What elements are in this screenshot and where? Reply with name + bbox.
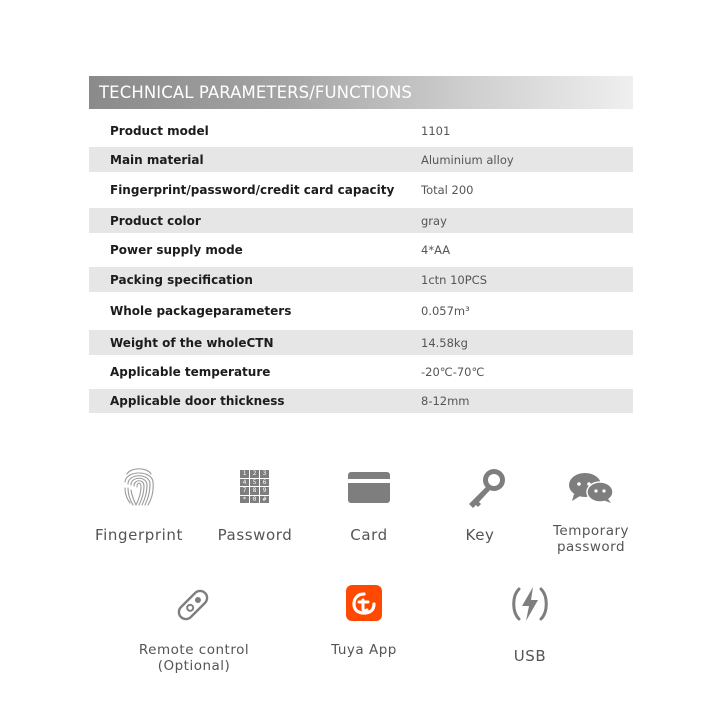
feature-label: Key	[465, 526, 495, 544]
table-row	[89, 330, 633, 355]
feature-label: Fingerprint	[95, 526, 183, 544]
remote-icon	[175, 587, 211, 623]
spec-value: Total 200	[421, 183, 474, 197]
keypad-icon: 1 2 3 4 5 6 7 8 9 * 0 #	[240, 470, 270, 504]
table-row	[89, 208, 633, 233]
feature-label: Card	[350, 526, 388, 544]
feature-label-line2: password	[556, 539, 626, 555]
spec-value: Aluminium alloy	[421, 152, 514, 167]
spec-label: Fingerprint/password/credit card capacity	[110, 183, 395, 197]
spec-value: -20℃-70℃	[421, 365, 485, 379]
chat-icon	[568, 472, 614, 504]
section-title: TECHNICAL PARAMETERS/FUNCTIONS	[99, 83, 412, 102]
spec-label: Product color	[110, 213, 201, 228]
spec-label: Weight of the wholeCTN	[110, 335, 274, 350]
fingerprint-icon	[121, 464, 157, 508]
spec-value: 4*AA	[421, 243, 451, 257]
spec-label: Packing specification	[110, 272, 253, 287]
spec-value: 8-12mm	[421, 394, 470, 408]
table-row	[89, 175, 633, 205]
spec-value: 1101	[421, 124, 451, 138]
feature-label-line1: Remote control	[138, 642, 250, 658]
spec-value: gray	[421, 213, 447, 228]
feature-label-line2: (Optional)	[157, 658, 231, 674]
key-icon	[465, 467, 507, 509]
table-row	[89, 267, 633, 292]
feature-label: Tuya App	[331, 642, 397, 658]
feature-label-line1: Temporary	[552, 523, 630, 539]
table-row	[89, 147, 633, 172]
feature-label: USB	[513, 647, 547, 665]
spec-label: Power supply mode	[110, 243, 243, 257]
table-row	[89, 118, 633, 144]
spec-label: Product model	[110, 124, 209, 138]
spec-label: Main material	[110, 152, 204, 167]
spec-value: 0.057m³	[421, 304, 470, 318]
card-icon	[348, 472, 390, 503]
spec-value: 14.58kg	[421, 335, 468, 350]
spec-value: 1ctn 10PCS	[421, 272, 487, 287]
spec-label: Applicable temperature	[110, 365, 271, 379]
spec-label: Applicable door thickness	[110, 394, 285, 408]
table-row	[89, 295, 633, 327]
feature-label: Password	[217, 526, 293, 544]
table-row	[89, 236, 633, 264]
tuya-icon	[346, 585, 382, 621]
table-row	[89, 358, 633, 386]
section-header	[89, 76, 633, 109]
spec-label: Whole packageparameters	[110, 304, 292, 318]
usb-power-icon	[510, 584, 550, 624]
table-row	[89, 389, 633, 413]
